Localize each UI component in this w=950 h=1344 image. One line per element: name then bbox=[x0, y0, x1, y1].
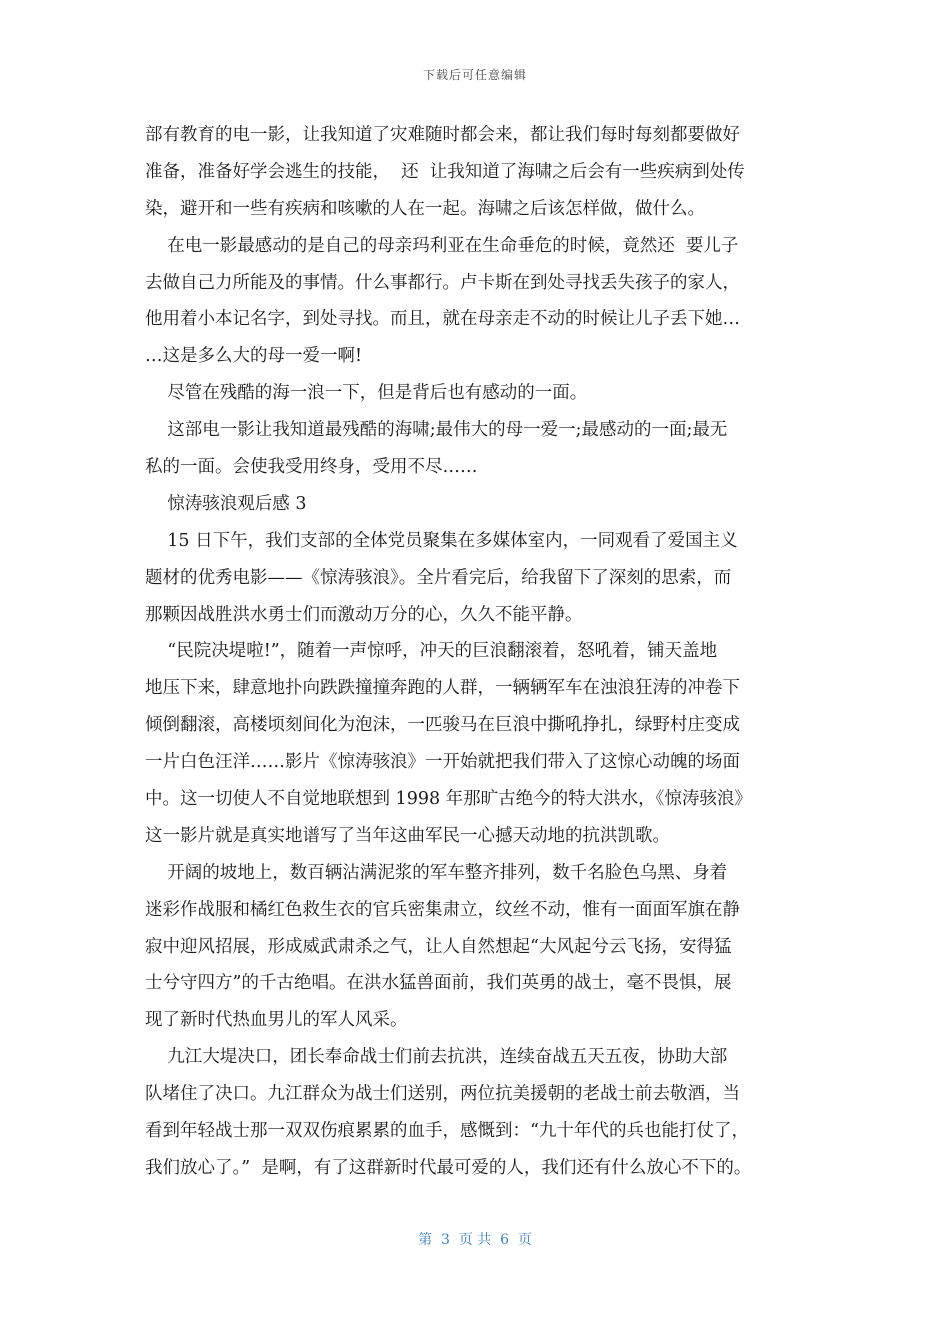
text-line: 队堵住了决口。九江群众为战士们送别，两位抗美援朝的老战士前去敬酒，当 bbox=[145, 1084, 740, 1105]
text-line: 我们放心了。” 是啊，有了这群新时代最可爱的人，我们还有什么放心不下的。 bbox=[145, 1157, 752, 1178]
page-header: 下载后可任意编辑 bbox=[422, 68, 527, 82]
text-line: 题材的优秀电影——《惊涛骇浪》。全片看完后，给我留下了深刻的思索，而 bbox=[145, 567, 732, 588]
text-line: 那颗因战胜洪水勇士们而激动万分的心，久久不能平静。 bbox=[145, 604, 583, 625]
text-line: 一片白色汪洋……影片《惊涛骇浪》一开始就把我们带入了这惊心动魄的场面 bbox=[145, 752, 740, 773]
page-number: 第 3 页 共 6 页 bbox=[418, 1232, 532, 1248]
text-line: 染，避开和一些有疾病和咳嗽的人在一起。海啸之后该怎样做，做什么。 bbox=[145, 198, 705, 219]
text-line: 15 日下午，我们支部的全体党员聚集在多媒体室内，一同观看了爱国主义 bbox=[145, 530, 738, 551]
text-line: 尽管在残酷的海一浪一下，但是背后也有感动的一面。 bbox=[145, 383, 588, 404]
text-line: 这一影片就是真实地谱写了当年这曲军民一心撼天动地的抗洪凯歌。 bbox=[145, 825, 670, 846]
text-line: 九江大堤决口，团长奉命战士们前去抗洪，连续奋战五天五夜，协助大部 bbox=[145, 1047, 728, 1068]
text-line: 在电一影最感动的是自己的母亲玛利亚在生命垂危的时候，竟然还 要儿子 bbox=[145, 235, 739, 256]
text-line: 他用着小本记名字，到处寻找。而且，就在母亲走不动的时候让儿子丢下她… bbox=[145, 309, 740, 330]
text-line: 准备，准备好学会逃生的技能， 还 让我知道了海啸之后会有一些疾病到处传 bbox=[145, 161, 745, 182]
text-line: 中。这一切使人不自觉地联想到 1998 年那旷古绝今的特大洪水，《惊涛骇浪》 bbox=[145, 789, 752, 810]
text-line: 倾倒翻滚，高楼顷刻间化为泡沫，一匹骏马在巨浪中撕吼挣扎，绿野村庄变成 bbox=[145, 715, 740, 736]
text-line: 士兮守四方”的千古绝唱。在洪水猛兽面前，我们英勇的战士，毫不畏惧，展 bbox=[145, 973, 732, 994]
text-line: 去做自己力所能及的事情。什么事都行。卢卡斯在到处寻找丢失孩子的家人， bbox=[145, 272, 740, 293]
text-line: 迷彩作战服和橘红色救生衣的官兵密集肃立，纹丝不动，惟有一面面军旗在静 bbox=[145, 899, 740, 920]
text-line: 寂中迎风招展，形成威武肃杀之气，让人自然想起“大风起兮云飞扬，安得猛 bbox=[145, 936, 732, 957]
text-line: 开阔的坡地上，数百辆沾满泥浆的军车整齐排列，数千名脸色乌黑、身着 bbox=[145, 862, 728, 883]
text-line: 现了新时代热血男儿的军人风采。 bbox=[145, 1010, 408, 1031]
text-line: 看到年轻战士那一双双伤痕累累的血手，感慨到：“九十年代的兵也能打仗了， bbox=[145, 1121, 749, 1142]
text-line: “民院决堤啦!”，随着一声惊呼，冲天的巨浪翻滚着，怒吼着，铺天盖地 bbox=[145, 641, 718, 662]
text-line: 这部电一影让我知道最残酷的海啸;最伟大的母一爱一;最感动的一面;最无 bbox=[145, 420, 728, 441]
text-line: 地压下来，肆意地扑向跌跌撞撞奔跑的人群，一辆辆军车在浊浪狂涛的冲卷下 bbox=[145, 678, 740, 699]
section-title: 惊涛骇浪观后感 3 bbox=[145, 493, 307, 514]
document-body bbox=[145, 117, 820, 1187]
text-line: …这是多么大的母一爱一啊! bbox=[145, 346, 363, 367]
text-line: 私的一面。会使我受用终身，受用不尽…… bbox=[145, 457, 478, 478]
text-line: 部有教育的电一影，让我知道了灾难随时都会来，都让我们每时每刻都要做好 bbox=[145, 125, 740, 145]
